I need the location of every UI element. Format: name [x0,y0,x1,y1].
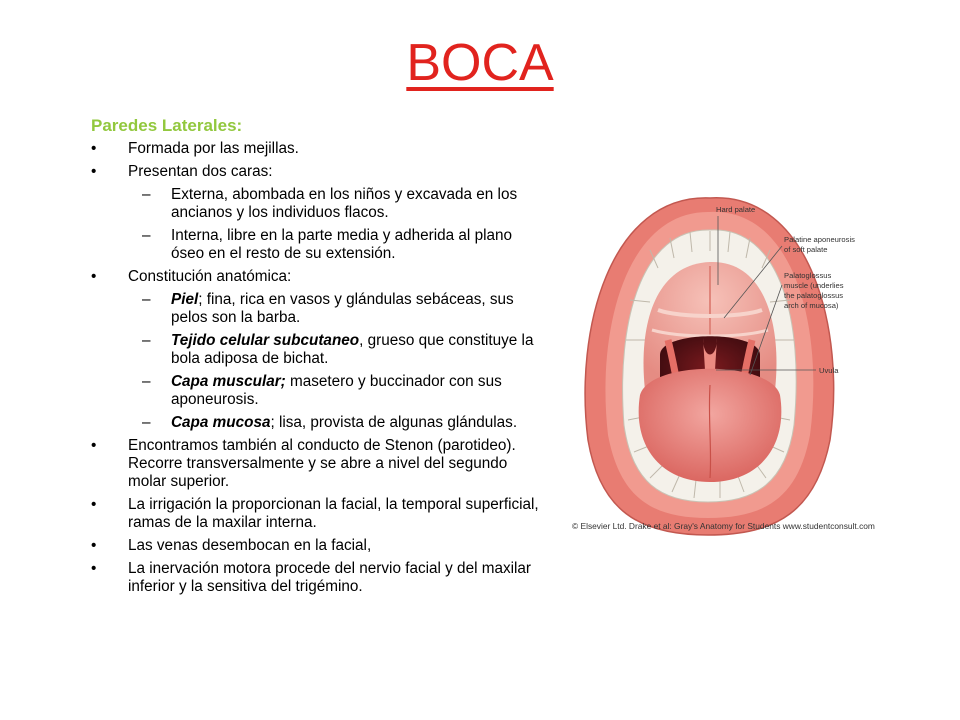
label-hard-palate: Hard palate [716,205,756,214]
bullet-item [91,268,546,286]
bullet-marker: • [91,268,97,285]
label-palatine-1: Palatine aponeurosis [784,235,855,244]
slide-title-text: BOCA [406,34,554,92]
dash-marker: – [142,414,151,431]
sub-item-text: Interna, libre en la parte media y adherida al plano óseo en el resto de su extensión. [171,227,512,262]
bullet-marker: • [91,496,97,513]
dash-marker: – [142,373,151,390]
bullet-text: Las venas desembocan en la facial, [128,537,372,554]
slide-title [0,28,960,98]
dash-marker: – [142,186,151,203]
sub-item-text: ; lisa, provista de algunas glándulas. [270,414,518,431]
sub-item [91,186,546,222]
label-palatoglossus-1: Palatoglossus [784,271,832,280]
bullet-item [91,496,546,532]
sub-item [91,332,546,368]
term-bold: Tejido celular subcutaneo [171,332,360,349]
sub-item [91,227,546,263]
bullet-marker: • [91,537,97,554]
bullet-marker: • [91,163,97,180]
dash-marker: – [142,291,151,308]
bullet-text: La inervación motora procede del nervio facial y del maxilar inferior y la sensitiva del trigémino. [128,560,532,595]
label-uvula: Uvula [819,366,839,375]
bullet-item [91,163,546,181]
bullet-item [91,537,546,555]
sub-item [91,291,546,327]
label-palatoglossus-4: arch of mucosa) [784,301,839,310]
term-bold: Capa mucosa [171,414,271,431]
mouth-anatomy-figure [560,190,940,540]
sub-item [91,373,546,409]
bullet-item [91,140,546,158]
bullet-text: Constitución anatómica: [128,268,292,285]
sub-item [91,414,546,432]
figure-credit: © Elsevier Ltd. Drake et al: Gray's Anatomy for Students www.studentconsult.com [572,521,875,531]
bullet-item [91,437,546,491]
term-bold: Piel [171,291,199,308]
bullet-text: Formada por las mejillas. [128,140,299,157]
dash-marker: – [142,332,151,349]
sub-item-text: Externa, abombada en los niños y excavada en los ancianos y los individuos flacos. [171,186,518,221]
dash-marker: – [142,227,151,244]
bullet-text: Encontramos también al conducto de Stenon (parotideo). Recorre transversalmente y se abre a nivel del segundo molar superior. [128,437,516,490]
bullet-text: La irrigación la proporcionan la facial, la temporal superficial, ramas de la maxilar interna. [128,496,539,531]
sub-item-text: ; fina, rica en vasos y glándulas sebáceas, sus pelos son la barba. [171,291,514,326]
section-heading: Paredes Laterales: [91,116,243,135]
bullet-list [91,140,546,601]
sub-item-text: , grueso que constituye la bola adiposa de bichat. [171,332,534,367]
label-palatoglossus-3: the palatoglossus [784,291,844,300]
label-palatine-2: of soft palate [784,245,828,254]
bullet-marker: • [91,560,97,577]
bullet-item [91,560,546,596]
bullet-marker: • [91,437,97,454]
sub-item-text: masetero y buccinador con sus aponeurosis. [171,373,502,408]
label-palatoglossus-2: muscle (underlies [784,281,844,290]
bullet-text: Presentan dos caras: [128,163,273,180]
bullet-marker: • [91,140,97,157]
term-bold: Capa muscular; [171,373,286,390]
